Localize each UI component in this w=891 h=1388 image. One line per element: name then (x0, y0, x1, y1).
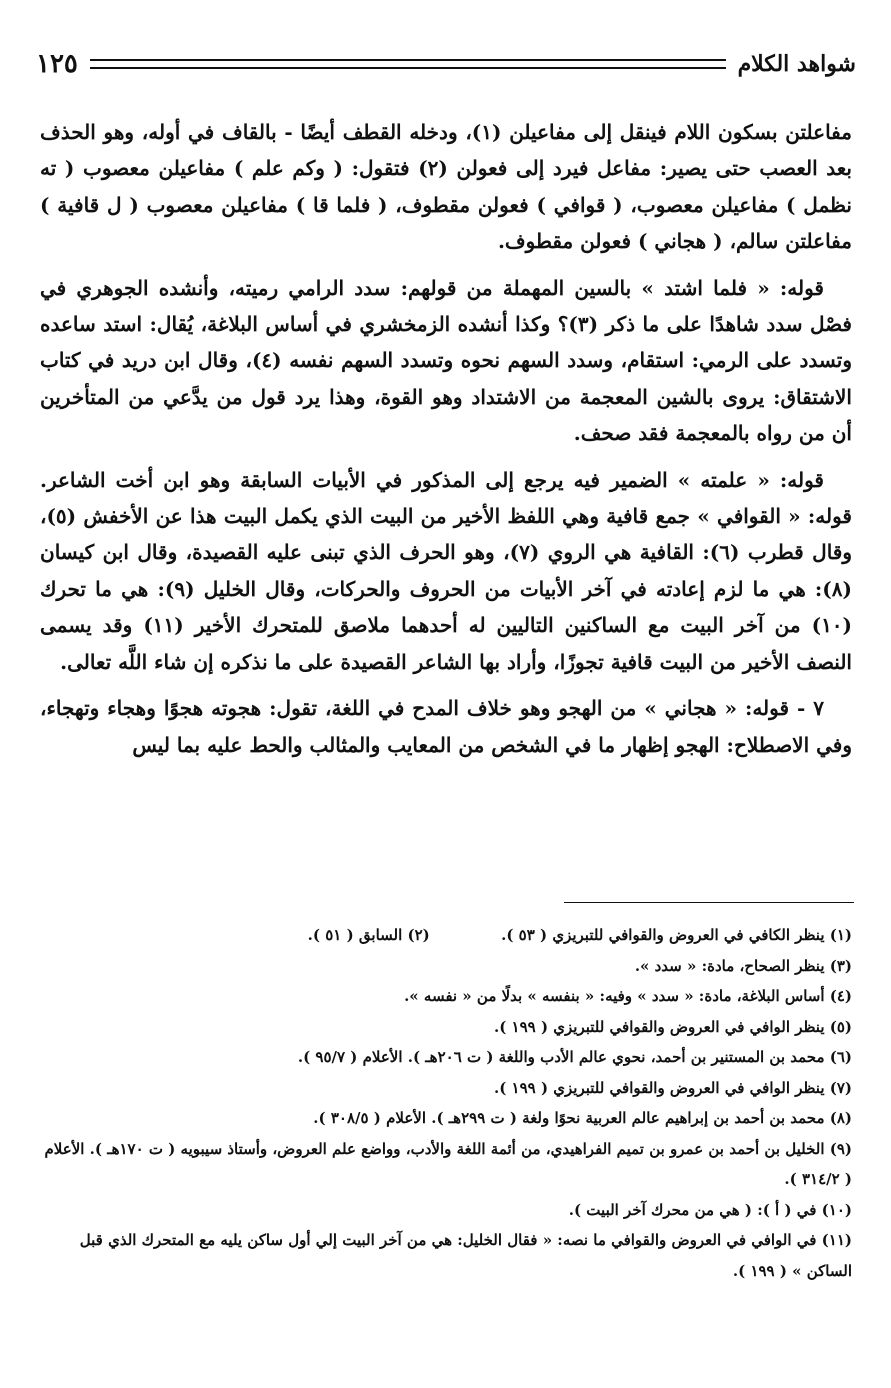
footnote-row-1 (40, 920, 852, 951)
footnote-11: (١١) في الوافي في العروض والقوافي ما نصه: « فقال الخليل: هي من آخر البيت إلي أول ساكن يليه مع المتحرك الذي قبل الساكن » ( ١٩٩ ). (79, 1231, 852, 1280)
paragraph-2: قوله: « فلما اشتد » بالسين المهملة من قولهم: سدد الرامي رميته، وأنشده الجوهري في فصْل سدد شاهدًا على ما ذكر (٣)؟ وكذا أنشده الزمخشري في أساس البلاغة، يُقال: استد ساعده وتسدد على الرمي: استقام، وسدد السهم نحوه وتسدد السهم نفسه (٤)، وقال ابن دريد في كتاب الاشتقاق: يروى بالشين المعجمة من الاشتداد وهو القوة، وهذا يرد قول من يدَّعي من المتأخرين أن من رواه بالمعجمة فقد صحف. (40, 275, 852, 446)
footnote-4: (٤) أساس البلاغة، مادة: « سدد » وفيه: « بنفسه » بدلًا من « نفسه ». (404, 987, 852, 1005)
footnote-5: (٥) ينظر الوافي في العروض والقوافي للتبريزي ( ١٩٩ ). (494, 1017, 852, 1036)
footnote-3: (٣) ينظر الصحاح، مادة: « سدد ». (634, 956, 852, 975)
running-title: شواهد الكلام (737, 51, 856, 77)
page-number: ١٢٥ (36, 49, 78, 79)
footnote-8: (٨) محمد بن أحمد بن إبراهيم عالم العربية نحوًا ولغة ( ت ٢٩٩هـ ). الأعلام ( ٣٠٨/٥ ). (313, 1109, 852, 1127)
paragraph-4: ٧ - قوله: « هجاني » من الهجو وهو خلاف المدح في اللغة، تقول: هجوته هجوًا وهجاء وتهجاء، وفي الاصطلاح: الهجو إظهار ما في الشخص من المعايب والمثالب والحط عليه بما ليس (40, 696, 852, 757)
paragraph-3: قوله: « علمته » الضمير فيه يرجع إلى المذكور في الأبيات السابقة وهو ابن أخت الشاعر. قوله: « القوافي » جمع قافية وهي اللفظ الأخير من البيت الذي يكمل البيت هذا عن الأخفش (٥)، وقال قطرب (٦): القافية هي الروي (٧)، وهو الحرف الذي تبنى عليه القصيدة، وقال ابن كيسان (٨): هي ما لزم إعادته في آخر الأبيات من الحروف والحركات، وقال الخليل (٩): هي ما تحرك (١٠) من آخر البيت مع الساكنين التاليين له أحدهما ملاصق للمتحرك الأخير (١١) وقد يسمى النصف الأخير من البيت قافية تجوزًا، وأراد بها الشاعر القصيدة على ما نذكره إن شاء اللَّه تعالى. (40, 467, 853, 674)
footnote-1: (١) ينظر الكافي في العروض والقوافي للتبريزي ( ٥٣ ). (501, 926, 852, 944)
footnote-7: (٧) ينظر الوافي في العروض والقوافي للتبريزي ( ١٩٩ ). (494, 1078, 852, 1097)
footnote-9: (٩) الخليل بن أحمد بن عمرو بن تميم الفراهيدي، من أئمة اللغة والأدب، وواضع علم العروض، وأستاذ سيبويه ( ت ١٧٠هـ ). الأعلام ( ٣١٤/٢ ). (44, 1139, 852, 1188)
main-text (40, 114, 852, 773)
footnotes (40, 920, 852, 1286)
page-header (36, 44, 856, 84)
footnote-10: (١٠) في ( أ ): ( هي من محرك آخر البيت ). (568, 1200, 852, 1219)
footnote-2: (٢) السابق ( ٥١ ). (307, 926, 430, 944)
footnote-6: (٦) محمد بن المستنير بن أحمد، نحوي عالم الأدب واللغة ( ت ٢٠٦هـ ). الأعلام ( ٩٥/٧ ). (297, 1048, 852, 1066)
footnote-separator (564, 902, 854, 903)
header-rule (90, 59, 726, 69)
paragraph-1: مفاعلتن بسكون اللام فينقل إلى مفاعيلن (١)، ودخله القطف أيضًا - بالقاف في أوله، وهو الحذف بعد العصب حتى يصير: مفاعل فيرد إلى فعولن (٢) فتقول: ( وكم علم ) مفاعيلن معصوب ( ته نظمل ) مفاعيلن معصوب، ( قوافي ) فعولن مقطوف، ( فلما قا ) مفاعيلن معصوب ( ل قافية ) مفاعلتن سالم، ( هجاني ) فعولن مقطوف. (40, 120, 852, 254)
